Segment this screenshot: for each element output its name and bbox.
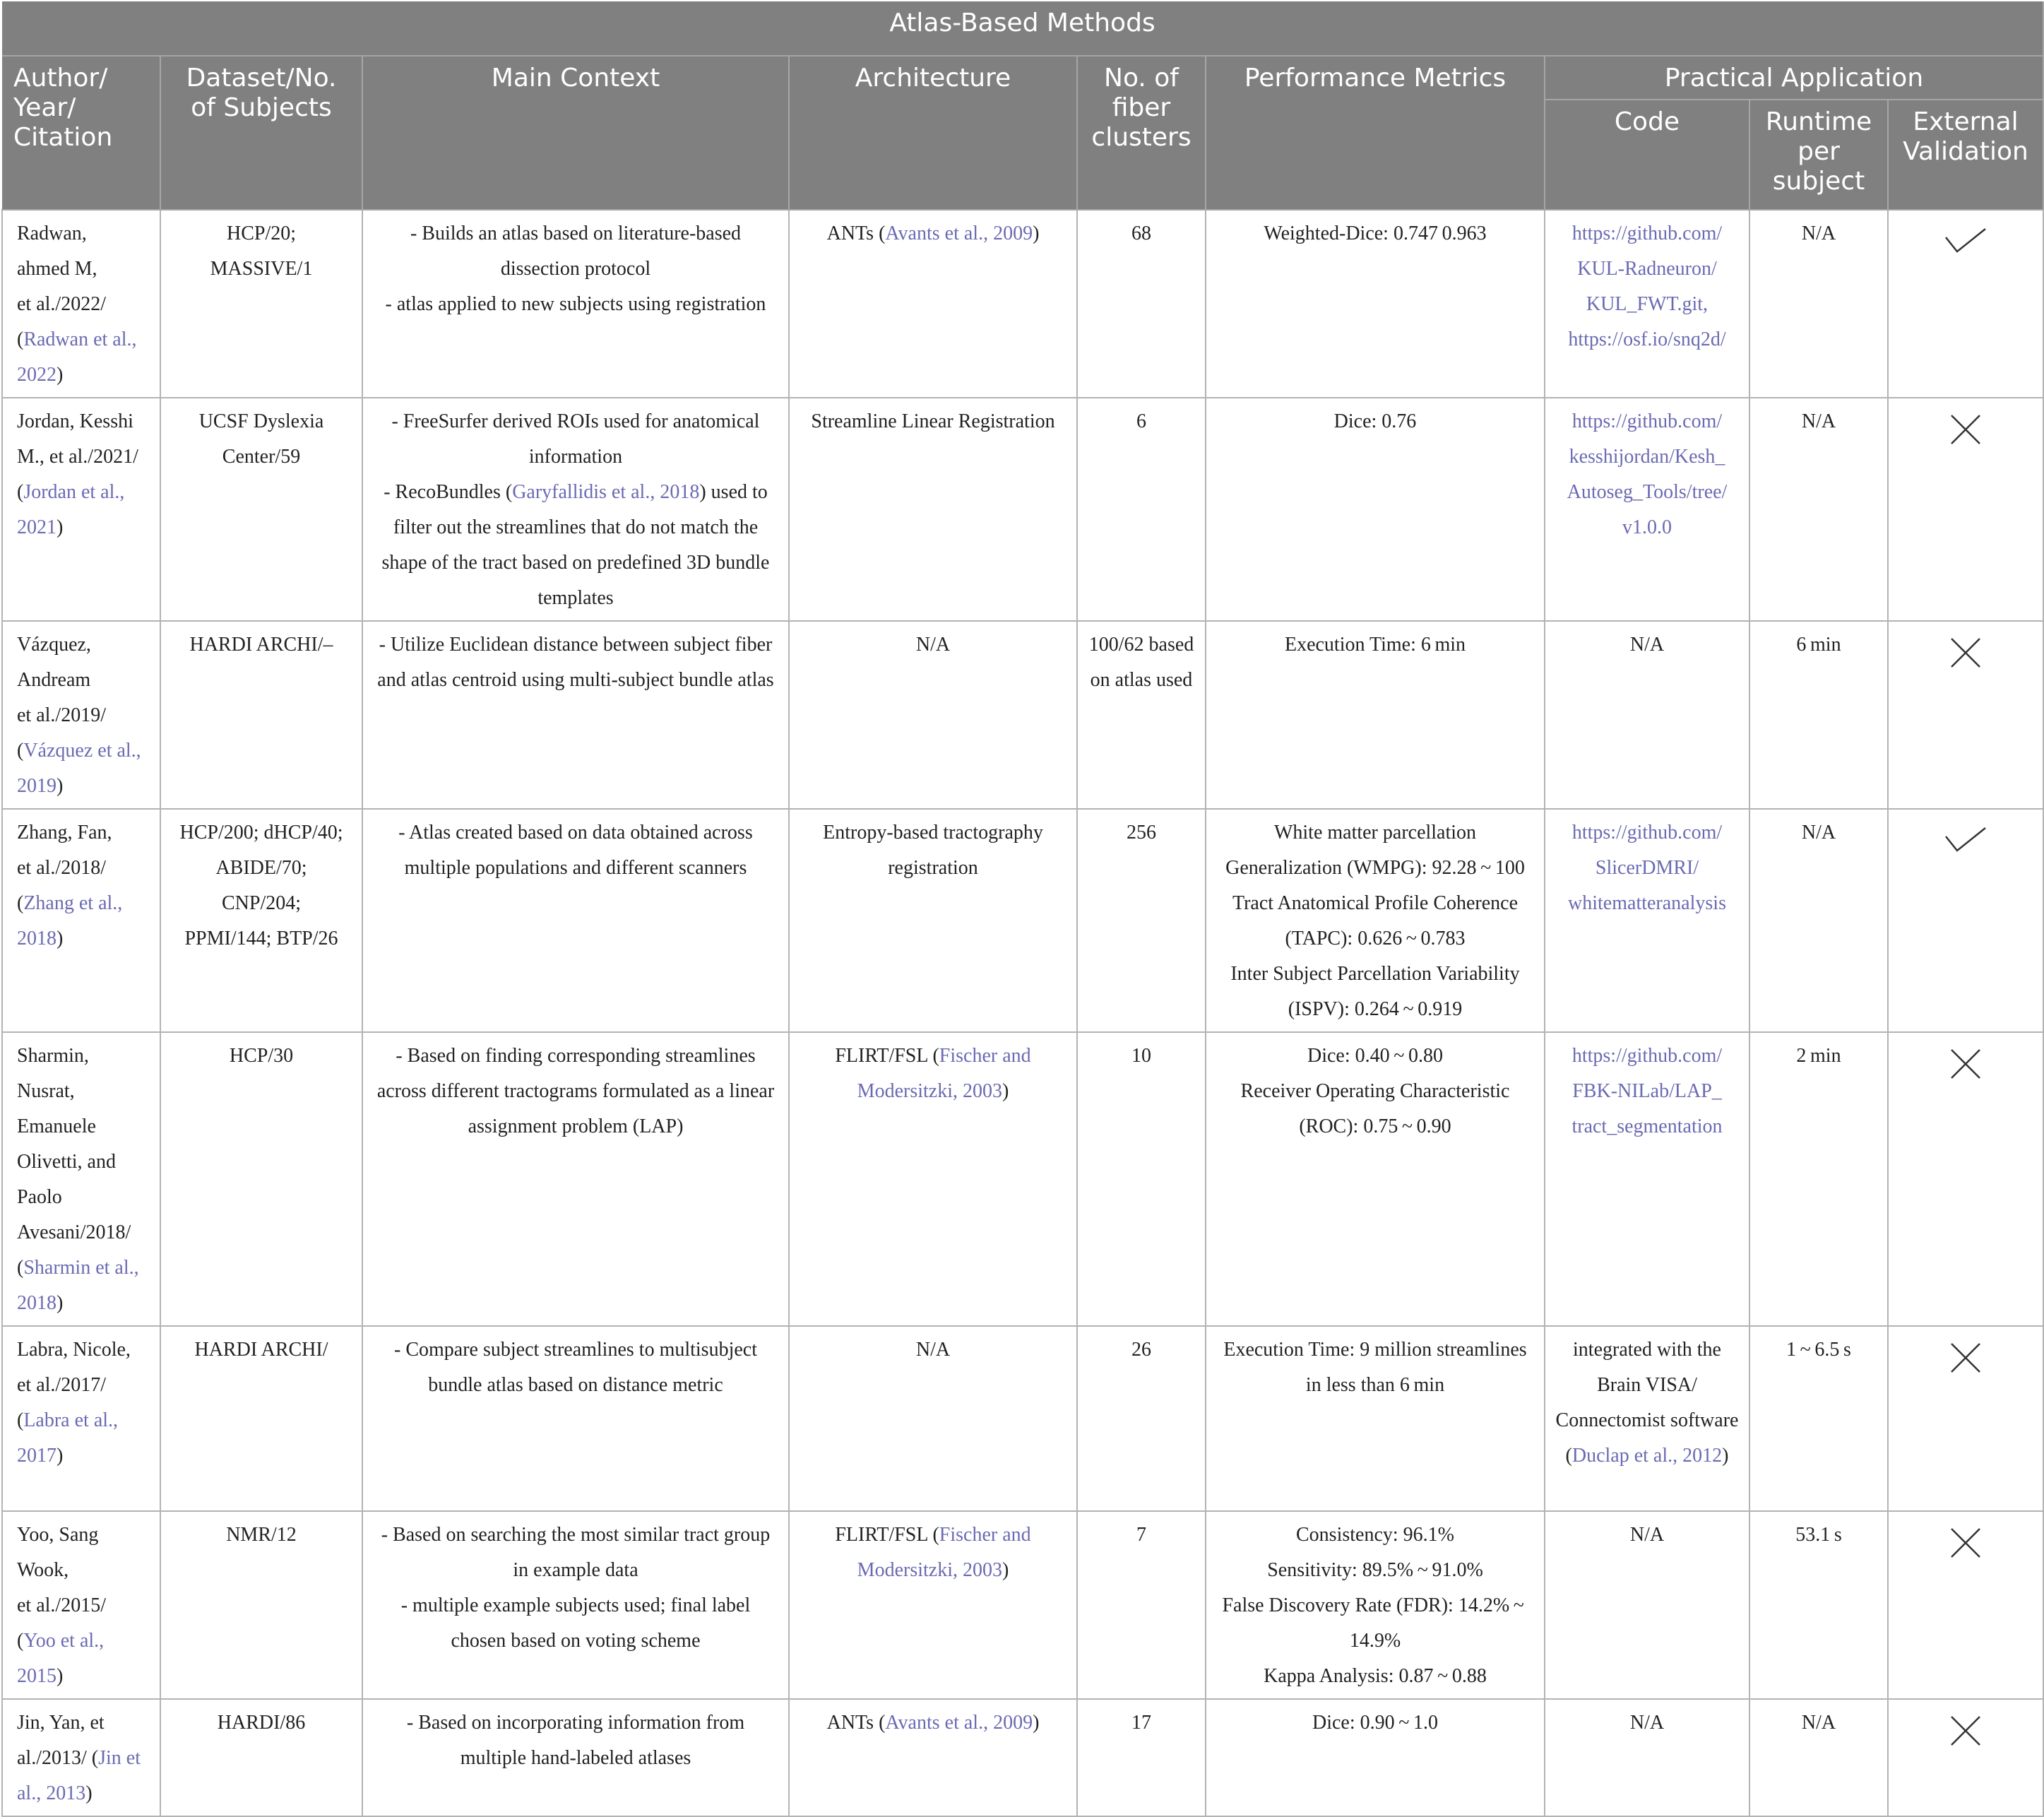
cell-runtime: 1 ~ 6.5 s	[1749, 1326, 1888, 1511]
cross-icon	[1950, 1715, 1981, 1746]
cell-context: - Compare subject streamlines to multisubject bundle atlas based on distance metric	[362, 1326, 789, 1511]
citation-link[interactable]: Garyfallidis et al., 2018	[512, 481, 700, 503]
cell-validation	[1888, 1032, 2043, 1326]
cell-architecture: N/A	[789, 621, 1077, 809]
citation-link[interactable]: Vázquez et al., 2019	[17, 740, 141, 797]
check-icon	[1944, 825, 1987, 853]
cell-metrics: Weighted-Dice: 0.747 0.963	[1206, 210, 1545, 398]
header-validation: External Validation	[1888, 100, 2043, 210]
cell-clusters: 17	[1077, 1699, 1206, 1816]
table-row	[2, 621, 2043, 809]
cell-validation	[1888, 809, 2043, 1032]
cell-metrics: Consistency: 96.1% Sensitivity: 89.5% ~ 91.0% False Discovery Rate (FDR): 14.2% ~ 14.9% Kappa Analysis: 0.87 ~ 0.88	[1206, 1511, 1545, 1699]
cell-runtime: N/A	[1749, 1699, 1888, 1816]
cell-dataset: HARDI/86	[160, 1699, 362, 1816]
cell-clusters: 6	[1077, 398, 1206, 621]
citation-link[interactable]: Avants et al., 2009	[885, 1712, 1033, 1734]
table-row	[2, 210, 2043, 398]
code-link[interactable]: https://github.com/	[1571, 223, 1723, 244]
cell-dataset: HARDI ARCHI/	[160, 1326, 362, 1511]
cell-author: Yoo, Sang Wook, et al./2015/ (Yoo et al., 2015)	[2, 1511, 160, 1699]
cross-icon	[1950, 1048, 1981, 1079]
citation-link[interactable]: Fischer and Modersitzki, 2003	[857, 1524, 1031, 1581]
header-architecture: Architecture	[789, 56, 1077, 210]
cell-architecture: FLIRT/FSL (Fischer and Modersitzki, 2003)	[789, 1511, 1077, 1699]
cell-dataset: UCSF Dyslexia Center/59	[160, 398, 362, 621]
cell-validation	[1888, 1511, 2043, 1699]
cell-dataset: NMR/12	[160, 1511, 362, 1699]
cell-code	[1545, 1032, 1749, 1326]
table-row	[2, 1326, 2043, 1511]
cell-clusters: 26	[1077, 1326, 1206, 1511]
cell-runtime: N/A	[1749, 809, 1888, 1032]
cell-context: - Builds an atlas based on literature-based dissection protocol - atlas applied to new subjects using registration	[362, 210, 789, 398]
citation-link[interactable]: Radwan et al., 2022	[17, 329, 137, 386]
cell-architecture: Streamline Linear Registration	[789, 398, 1077, 621]
header-dataset: Dataset/No. of Subjects	[160, 56, 362, 210]
cross-icon	[1950, 1342, 1981, 1373]
header-context: Main Context	[362, 56, 789, 210]
cell-context: - Atlas created based on data obtained across multiple populations and different scanners	[362, 809, 789, 1032]
table-row	[2, 398, 2043, 621]
code-link[interactable]: v1.0.0	[1622, 516, 1672, 538]
cell-code: N/A	[1545, 1511, 1749, 1699]
cell-code	[1545, 398, 1749, 621]
code-link[interactable]: https://github.com/	[1571, 1045, 1723, 1067]
code-link[interactable]: KUL_FWT.git,	[1586, 293, 1709, 315]
code-link[interactable]: SlicerDMRI/	[1595, 857, 1699, 879]
code-link[interactable]: whitematteranalysis	[1568, 892, 1726, 914]
cell-author: Sharmin, Nusrat, Emanuele Olivetti, and Paolo Avesani/2018/ (Sharmin et al., 2018)	[2, 1032, 160, 1326]
citation-link[interactable]: Yoo et al., 2015	[17, 1630, 105, 1687]
code-link[interactable]: kesshijordan/Kesh_	[1569, 446, 1725, 468]
atlas-methods-table	[1, 1, 2044, 1817]
header-metrics: Performance Metrics	[1206, 56, 1545, 210]
cell-runtime: N/A	[1749, 210, 1888, 398]
cell-validation	[1888, 398, 2043, 621]
cross-icon	[1950, 414, 1981, 445]
cell-dataset: HCP/20; MASSIVE/1	[160, 210, 362, 398]
cell-context: - FreeSurfer derived ROIs used for anatomical information - RecoBundles (Garyfallidis et al., 2018) used to filter out the streamlines that do not match the shape of the tract based on predefined 3D bundle templates	[362, 398, 789, 621]
cell-architecture: Entropy-based tractography registration	[789, 809, 1077, 1032]
cell-code	[1545, 809, 1749, 1032]
cell-validation	[1888, 1699, 2043, 1816]
cell-validation	[1888, 210, 2043, 398]
cell-runtime: 2 min	[1749, 1032, 1888, 1326]
cell-code: N/A	[1545, 621, 1749, 809]
header-clusters: No. of fiber clusters	[1077, 56, 1206, 210]
code-link[interactable]: https://github.com/	[1571, 822, 1723, 844]
cell-dataset: HCP/200; dHCP/40; ABIDE/70; CNP/204; PPMI/144; BTP/26	[160, 809, 362, 1032]
cell-architecture: ANTs (Avants et al., 2009)	[789, 210, 1077, 398]
citation-link[interactable]: Labra et al., 2017	[17, 1409, 119, 1467]
citation-link[interactable]: Jin et al., 2013	[17, 1747, 141, 1804]
cell-clusters: 100/62 based on atlas used	[1077, 621, 1206, 809]
cell-architecture: FLIRT/FSL (Fischer and Modersitzki, 2003)	[789, 1032, 1077, 1326]
cell-architecture: N/A	[789, 1326, 1077, 1511]
cell-context: - Based on searching the most similar tract group in example data - multiple example subjects used; final label chosen based on voting scheme	[362, 1511, 789, 1699]
cross-icon	[1950, 637, 1981, 668]
citation-link[interactable]: Fischer and Modersitzki, 2003	[857, 1045, 1031, 1102]
cell-clusters: 10	[1077, 1032, 1206, 1326]
cell-code: integrated with the Brain VISA/ Connectomist software (Duclap et al., 2012)	[1545, 1326, 1749, 1511]
table-row	[2, 1511, 2043, 1699]
cell-metrics: Execution Time: 9 million streamlines in less than 6 min	[1206, 1326, 1545, 1511]
cell-clusters: 7	[1077, 1511, 1206, 1699]
citation-link[interactable]: Zhang et al., 2018	[17, 892, 123, 949]
code-link[interactable]: tract_segmentation	[1571, 1115, 1723, 1137]
cell-author: Jin, Yan, et al./2013/ (Jin et al., 2013)	[2, 1699, 160, 1816]
cell-validation	[1888, 621, 2043, 809]
cell-author: Radwan, ahmed M, et al./2022/ (Radwan et al., 2022)	[2, 210, 160, 398]
cell-dataset: HARDI ARCHI/–	[160, 621, 362, 809]
header-code: Code	[1545, 100, 1749, 210]
cell-author: Labra, Nicole, et al./2017/ (Labra et al., 2017)	[2, 1326, 160, 1511]
header-runtime: Runtime per subject	[1749, 100, 1888, 210]
table-row	[2, 809, 2043, 1032]
header-practical-application: Practical Application	[1545, 56, 2043, 100]
cell-metrics: Dice: 0.90 ~ 1.0	[1206, 1699, 1545, 1816]
cell-code: N/A	[1545, 1699, 1749, 1816]
header-author: Author/ Year/ Citation	[2, 56, 160, 210]
atlas-methods-table-container	[1, 1, 2043, 1817]
cell-metrics: White matter parcellation Generalization (WMPG): 92.28 ~ 100 Tract Anatomical Profile Coherence (TAPC): 0.626 ~ 0.783 Inter Subject Parcellation Variability (ISPV): 0.264 ~ 0.919	[1206, 809, 1545, 1032]
citation-link[interactable]: Sharmin et al., 2018	[17, 1257, 139, 1314]
cell-metrics: Execution Time: 6 min	[1206, 621, 1545, 809]
cell-architecture: ANTs (Avants et al., 2009)	[789, 1699, 1077, 1816]
table-row	[2, 1699, 2043, 1816]
cell-metrics: Dice: 0.76	[1206, 398, 1545, 621]
code-link[interactable]: https://github.com/	[1571, 410, 1723, 432]
cell-runtime: 6 min	[1749, 621, 1888, 809]
cell-clusters: 68	[1077, 210, 1206, 398]
cell-validation	[1888, 1326, 2043, 1511]
cell-clusters: 256	[1077, 809, 1206, 1032]
citation-link[interactable]: Duclap et al., 2012	[1571, 1445, 1723, 1467]
cell-author: Vázquez, Andream et al./2019/ (Vázquez et al., 2019)	[2, 621, 160, 809]
citation-link[interactable]: Jordan et al., 2021	[17, 481, 125, 538]
cell-author: Jordan, Kesshi M., et al./2021/ (Jordan et al., 2021)	[2, 398, 160, 621]
check-icon	[1944, 226, 1987, 254]
cell-context: - Based on finding corresponding streamlines across different tractograms formulated as a linear assignment problem (LAP)	[362, 1032, 789, 1326]
cell-code	[1545, 210, 1749, 398]
cell-context: - Utilize Euclidean distance between subject fiber and atlas centroid using multi-subject bundle atlas	[362, 621, 789, 809]
cell-runtime: 53.1 s	[1749, 1511, 1888, 1699]
cross-icon	[1950, 1527, 1981, 1558]
cell-author: Zhang, Fan, et al./2018/ (Zhang et al., 2018)	[2, 809, 160, 1032]
cell-context: - Based on incorporating information from multiple hand-labeled atlases	[362, 1699, 789, 1816]
code-link[interactable]: FBK-NILab/LAP_	[1572, 1080, 1722, 1102]
code-link[interactable]: KUL-Radneuron/	[1577, 258, 1717, 280]
cell-dataset: HCP/30	[160, 1032, 362, 1326]
citation-link[interactable]: Avants et al., 2009	[885, 223, 1033, 244]
table-row	[2, 1032, 2043, 1326]
cell-metrics: Dice: 0.40 ~ 0.80 Receiver Operating Characteristic (ROC): 0.75 ~ 0.90	[1206, 1032, 1545, 1326]
code-link[interactable]: Autoseg_Tools/tree/	[1567, 481, 1728, 503]
table-title: Atlas-Based Methods	[2, 1, 2043, 56]
code-link[interactable]: https://osf.io/snq2d/	[1568, 329, 1726, 350]
cell-runtime: N/A	[1749, 398, 1888, 621]
